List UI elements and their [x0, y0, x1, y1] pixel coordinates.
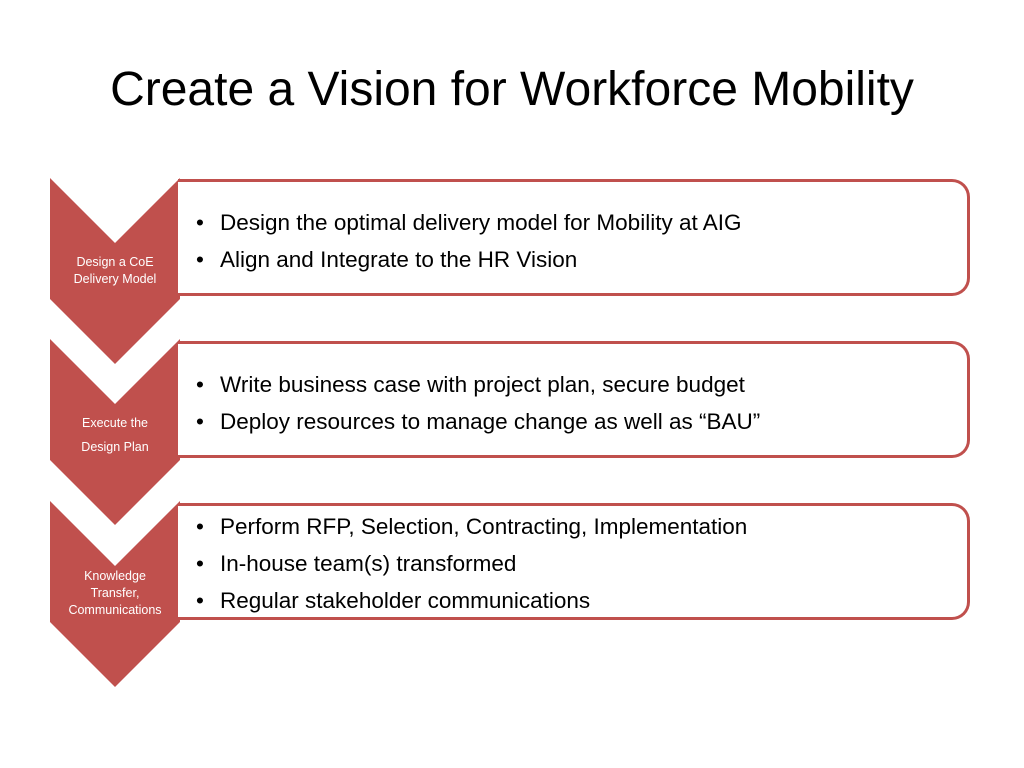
bullet-dot: • [196, 247, 204, 272]
step-1-label-line-2: Delivery Model [73, 272, 157, 286]
step-3-label-line-3: Communications [68, 603, 162, 617]
bullet-text: Deploy resources to manage change as well as “BAU” [220, 409, 761, 434]
step-2-chevron [50, 339, 180, 525]
step-2-detail-box [178, 341, 970, 458]
step-3-bullet-list [196, 508, 747, 619]
step-2-label-line-2: Design Plan [81, 440, 149, 454]
step-3-chevron [50, 501, 180, 687]
step-1-bullet-list [196, 204, 741, 278]
bullet-text: Design the optimal delivery model for Mobility at AIG [220, 210, 742, 235]
bullet-item [196, 508, 747, 545]
step-3-label-line-2: Transfer, [90, 586, 140, 600]
bullet-text: Align and Integrate to the HR Vision [220, 247, 578, 272]
slide-title: Create a Vision for Workforce Mobility [110, 63, 914, 116]
bullet-item [196, 403, 760, 440]
bullet-dot: • [196, 409, 204, 434]
bullet-dot: • [196, 514, 204, 539]
step-2-bullet-list [196, 366, 760, 440]
bullet-item [196, 204, 741, 241]
step-1-detail-box [178, 179, 970, 296]
bullet-item [196, 582, 747, 619]
bullet-text: Write business case with project plan, secure budget [220, 372, 745, 397]
step-3-label [50, 568, 180, 619]
step-1-label [50, 254, 180, 288]
step-3-detail-box [178, 503, 970, 620]
bullet-dot: • [196, 551, 204, 576]
step-2-label [50, 411, 180, 459]
step-1-label-line-1: Design a CoE [76, 255, 154, 269]
bullet-item [196, 366, 760, 403]
step-1-chevron [50, 178, 180, 364]
bullet-dot: • [196, 210, 204, 235]
bullet-text: Perform RFP, Selection, Contracting, Implementation [220, 514, 748, 539]
step-2-label-line-1: Execute the [81, 416, 148, 430]
bullet-dot: • [196, 372, 204, 397]
bullet-item [196, 545, 747, 582]
bullet-dot: • [196, 588, 204, 613]
bullet-text: Regular stakeholder communications [220, 588, 591, 613]
bullet-text: In-house team(s) transformed [220, 551, 517, 576]
step-3-label-line-1: Knowledge [84, 569, 146, 583]
bullet-item [196, 241, 741, 278]
